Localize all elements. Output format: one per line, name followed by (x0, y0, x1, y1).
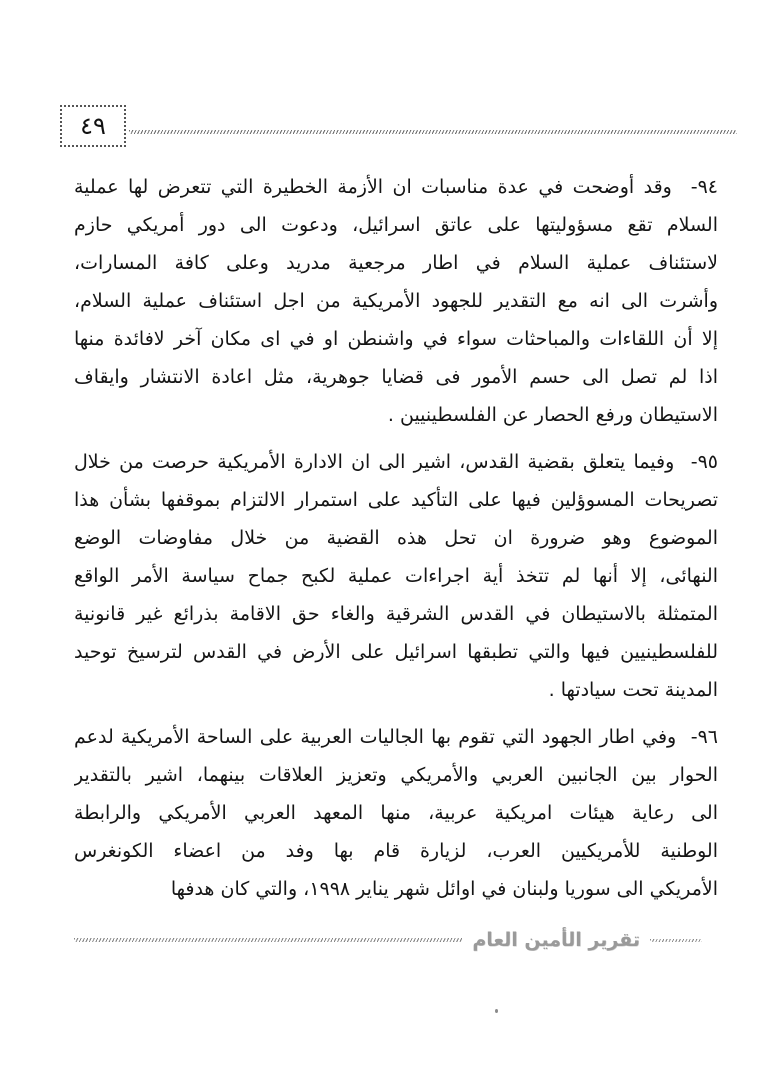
text-line: ٩٦- وفي اطار الجهود التي تقوم بها الجاليات العربية على الساحة الأمريكية لدعم (74, 726, 718, 748)
page-footer (74, 924, 702, 956)
paragraph-٩٦ (74, 718, 718, 908)
paragraph-٩٥ (74, 443, 718, 709)
text-line: الحوار بين الجانبين العربي والأمريكي وتعزيز العلاقات بينهما، اشير بالتقدير (74, 764, 718, 786)
text-line: الأمريكي الى سوريا ولبنان في اوائل شهر يناير ١٩٩٨، والتي كان هدفها (170, 878, 718, 900)
text-line: وأشرت الى انه مع التقدير للجهود الأمريكية من اجل استئناف عملية السلام، (74, 290, 718, 312)
text-line: تصريحات المسوؤلين فيها على التأكيد على استمرار الالتزام بموقفها بشأن هذا (74, 489, 718, 511)
text-line: للفلسطينيين فيها والتي تطبقها اسرائيل على الأرض في القدس لترسيخ توحيد (74, 641, 718, 663)
paragraph-٩٤ (74, 168, 718, 434)
footer-dotted-rule-long (74, 938, 462, 942)
paragraph-number: ٩٥- (674, 451, 718, 473)
text-line: ٩٥- وفيما يتعلق بقضية القدس، اشير الى ان الادارة الأمريكية حرصت من خلال (74, 451, 718, 473)
text-line: لاستئناف عملية السلام في اطار مرجعية مدريد وعلى كافة المسارات، (74, 252, 718, 274)
footer-calligraphy-title: تقرير الأمين العام (472, 929, 640, 951)
text-line: المتمثلة بالاستيطان في القدس الشرقية والغاء حق الاقامة بذرائع غير قانونية (74, 603, 718, 625)
text-line: اذا لم تصل الى حسم الأمور فى قضايا جوهرية، مثل اعادة الانتشار وايقاف (74, 366, 718, 388)
page-number-box (60, 105, 126, 147)
text-line: الموضوع وهو ضرورة ان تحل هذه القضية من خلال مفاوضات الوضع (74, 527, 718, 549)
page-number: ٤٩ (80, 112, 106, 140)
scan-artifact-dot (495, 1009, 498, 1013)
text-line: الوطنية للأمريكيين العرب، لزيارة قام بها وفد من اعضاء الكونغرس (74, 840, 718, 862)
paragraph-number: ٩٤- (671, 176, 718, 198)
paragraph-number: ٩٦- (676, 726, 718, 748)
text-line: ٩٤- وقد أوضحت في عدة مناسبات ان الأزمة الخطيرة التي تتعرض لها عملية (74, 176, 718, 198)
footer-dotted-rule-short (650, 939, 702, 942)
header-dotted-rule (129, 130, 737, 134)
text-line: السلام تقع مسؤوليتها على عاتق اسرائيل، ودعوت الى دور أمريكي حازم (74, 214, 718, 236)
text-line: النهائى، إلا أنها لم تتخذ أية اجراءات عملية لكبح جماح سياسة الأمر الواقع (74, 565, 718, 587)
text-line: المدينة تحت سيادتها . (548, 679, 718, 701)
text-line: الى رعاية هيئات امريكية عربية، منها المعهد العربي الأمريكي والرابطة (74, 802, 718, 824)
document-body (74, 168, 718, 917)
text-line: إلا أن اللقاءات والمباحثات سواء في واشنطن او في اى مكان آخر لافائدة منها (74, 328, 718, 350)
text-line: الاستيطان ورفع الحصار عن الفلسطينيين . (387, 404, 718, 426)
